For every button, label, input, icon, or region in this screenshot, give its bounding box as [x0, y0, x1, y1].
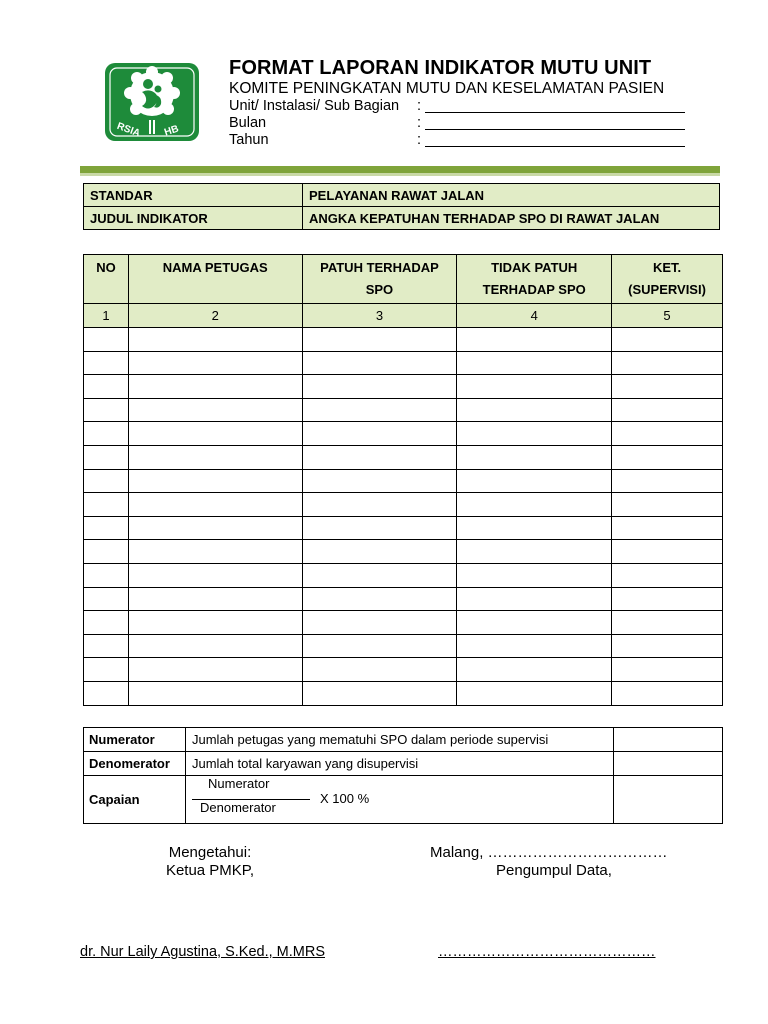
table-row [84, 587, 723, 611]
table-row [84, 493, 723, 517]
table-cell[interactable] [84, 493, 129, 517]
numerator-text: Jumlah petugas yang mematuhi SPO dalam periode supervisi [186, 728, 614, 752]
table-cell[interactable] [84, 516, 129, 540]
signature-left-line1: Mengetahui: [168, 844, 252, 861]
header-tidak-patuh-line2: TERHADAP SPO [482, 282, 586, 297]
table-cell[interactable] [128, 469, 302, 493]
table-cell[interactable] [302, 658, 457, 682]
table-cell[interactable] [612, 587, 723, 611]
table-cell[interactable] [457, 469, 612, 493]
table-cell[interactable] [302, 398, 457, 422]
header-ket-line2: (SUPERVISI) [628, 282, 706, 297]
column-number: 2 [128, 304, 302, 328]
standard-value: PELAYANAN RAWAT JALAN [303, 184, 720, 207]
indicator-title-label: JUDUL INDIKATOR [84, 207, 303, 230]
table-cell[interactable] [84, 563, 129, 587]
header-divider-shadow [80, 173, 720, 176]
field-bulan [229, 115, 729, 132]
signature-right-name: ……………………………………… [438, 944, 656, 960]
table-cell[interactable] [302, 328, 457, 352]
table-cell[interactable] [612, 375, 723, 399]
column-number: 4 [457, 304, 612, 328]
signature-right-block [430, 844, 690, 880]
table-cell[interactable] [612, 445, 723, 469]
table-cell[interactable] [128, 540, 302, 564]
table-cell[interactable] [457, 587, 612, 611]
table-cell[interactable] [302, 422, 457, 446]
table-cell[interactable] [457, 351, 612, 375]
table-row [84, 469, 723, 493]
field-colon: : [417, 132, 422, 148]
table-cell[interactable] [84, 375, 129, 399]
table-cell[interactable] [457, 611, 612, 635]
table-row [84, 422, 723, 446]
table-cell[interactable] [84, 422, 129, 446]
field-unit-label: Unit/ Instalasi/ Sub Bagian [229, 98, 400, 114]
table-cell[interactable] [612, 634, 723, 658]
capaian-value-cell[interactable] [614, 776, 723, 824]
header-ket-line1: KET. [652, 260, 682, 275]
table-cell[interactable] [612, 516, 723, 540]
table-cell[interactable] [84, 328, 129, 352]
header-patuh-line2: SPO [365, 282, 394, 297]
table-cell[interactable] [302, 351, 457, 375]
column-number: 1 [84, 304, 129, 328]
field-unit [229, 98, 729, 115]
table-cell[interactable] [128, 658, 302, 682]
table-cell[interactable] [457, 375, 612, 399]
table-cell[interactable] [302, 540, 457, 564]
table-cell[interactable] [302, 587, 457, 611]
table-cell[interactable] [84, 540, 129, 564]
field-bulan-line [425, 129, 685, 130]
compliance-table [83, 254, 723, 706]
table-row [84, 445, 723, 469]
signature-left-block [150, 844, 270, 880]
denominator-text: Jumlah total karyawan yang disupervisi [186, 752, 614, 776]
denominator-label: Denomerator [84, 752, 186, 776]
signature-right-line2: Pengumpul Data, [496, 862, 612, 879]
numerator-value-cell[interactable] [614, 728, 723, 752]
table-cell[interactable] [128, 398, 302, 422]
table-row [84, 634, 723, 658]
hospital-logo [104, 62, 200, 142]
capaian-formula [186, 776, 614, 824]
table-cell[interactable] [128, 611, 302, 635]
table-cell[interactable] [84, 611, 129, 635]
standard-label: STANDAR [84, 184, 303, 207]
field-colon: : [417, 115, 422, 131]
table-row [84, 658, 723, 682]
table-cell[interactable] [612, 328, 723, 352]
fraction-denominator: Denomerator [200, 800, 276, 815]
document-header [229, 56, 729, 149]
table-cell[interactable] [457, 681, 612, 705]
header-tidak-patuh [457, 255, 612, 304]
indicator-title-value: ANGKA KEPATUHAN TERHADAP SPO DI RAWAT JALAN [303, 207, 720, 230]
table-cell[interactable] [302, 493, 457, 517]
table-cell[interactable] [302, 445, 457, 469]
table-cell[interactable] [612, 540, 723, 564]
denominator-value-cell[interactable] [614, 752, 723, 776]
table-cell[interactable] [84, 658, 129, 682]
fraction-formula [192, 776, 613, 823]
table-cell[interactable] [457, 540, 612, 564]
table-cell[interactable] [302, 611, 457, 635]
table-header-row [84, 255, 723, 304]
table-cell[interactable] [612, 422, 723, 446]
fraction-numerator: Numerator [208, 776, 270, 791]
table-cell[interactable] [84, 634, 129, 658]
table-cell[interactable] [302, 375, 457, 399]
indicator-info-table [83, 183, 720, 230]
field-tahun-line [425, 146, 685, 147]
table-cell[interactable] [457, 516, 612, 540]
logo-text-right: HB [163, 123, 181, 139]
table-row [84, 375, 723, 399]
table-cell[interactable] [457, 422, 612, 446]
table-row [84, 540, 723, 564]
field-tahun-label: Tahun [229, 132, 269, 148]
field-bulan-label: Bulan [229, 115, 267, 131]
table-row [84, 611, 723, 635]
table-cell[interactable] [128, 328, 302, 352]
table-cell[interactable] [457, 493, 612, 517]
table-cell[interactable] [612, 681, 723, 705]
logo-text-left: RSIA [115, 120, 142, 140]
signature-left-name: dr. Nur Laily Agustina, S.Ked., M.MRS [80, 944, 325, 960]
table-cell[interactable] [457, 658, 612, 682]
header-ket [612, 255, 723, 304]
signature-right-line1: Malang, ……………………………… [430, 844, 668, 861]
header-patuh [302, 255, 457, 304]
field-colon: : [417, 98, 422, 114]
table-cell[interactable] [457, 634, 612, 658]
document-subtitle: KOMITE PENINGKATAN MUTU DAN KESELAMATAN PASIEN [229, 80, 665, 97]
header-tidak-patuh-line1: TIDAK PATUH [491, 260, 578, 275]
table-cell[interactable] [84, 469, 129, 493]
table-cell[interactable] [612, 658, 723, 682]
table-cell[interactable] [128, 493, 302, 517]
table-cell[interactable] [128, 634, 302, 658]
table-cell[interactable] [302, 563, 457, 587]
table-cell[interactable] [84, 681, 129, 705]
calculation-table [83, 727, 723, 824]
table-row [84, 776, 723, 824]
table-cell[interactable] [457, 398, 612, 422]
table-row [84, 398, 723, 422]
header-no-text: NO [96, 260, 116, 275]
column-number: 3 [302, 304, 457, 328]
table-cell[interactable] [302, 634, 457, 658]
field-unit-line [425, 112, 685, 113]
table-cell[interactable] [128, 351, 302, 375]
capaian-label: Capaian [84, 776, 186, 824]
table-row [84, 351, 723, 375]
table-row [84, 681, 723, 705]
table-row [84, 563, 723, 587]
table-cell[interactable] [612, 493, 723, 517]
table-row [84, 516, 723, 540]
column-number: 5 [612, 304, 723, 328]
table-row [84, 207, 720, 230]
table-cell[interactable] [612, 611, 723, 635]
table-row [84, 752, 723, 776]
table-row [84, 728, 723, 752]
fraction-multiplier: X 100 % [320, 791, 370, 806]
table-cell[interactable] [302, 516, 457, 540]
table-cell[interactable] [612, 351, 723, 375]
signature-left-line2: Ketua PMKP, [165, 862, 255, 879]
table-cell[interactable] [128, 587, 302, 611]
table-cell[interactable] [84, 587, 129, 611]
table-cell[interactable] [457, 445, 612, 469]
table-cell[interactable] [128, 422, 302, 446]
field-tahun [229, 132, 729, 149]
table-cell[interactable] [457, 563, 612, 587]
table-cell[interactable] [84, 351, 129, 375]
header-nama-petugas [128, 255, 302, 304]
table-cell[interactable] [302, 469, 457, 493]
table-cell[interactable] [84, 445, 129, 469]
header-patuh-line1: PATUH TERHADAP [320, 260, 439, 275]
table-cell[interactable] [457, 328, 612, 352]
table-cell[interactable] [612, 398, 723, 422]
table-cell[interactable] [612, 563, 723, 587]
table-cell[interactable] [128, 516, 302, 540]
header-divider-band [80, 166, 720, 173]
table-cell[interactable] [302, 681, 457, 705]
table-cell[interactable] [128, 375, 302, 399]
table-cell[interactable] [128, 681, 302, 705]
numerator-label: Numerator [84, 728, 186, 752]
document-title: FORMAT LAPORAN INDIKATOR MUTU UNIT [229, 57, 652, 79]
table-row [84, 328, 723, 352]
table-row [84, 184, 720, 207]
table-cell[interactable] [84, 398, 129, 422]
header-no [84, 255, 129, 304]
table-cell[interactable] [128, 445, 302, 469]
table-cell[interactable] [128, 563, 302, 587]
column-number-row [84, 304, 723, 328]
table-cell[interactable] [612, 469, 723, 493]
header-nama-text: NAMA PETUGAS [162, 260, 268, 275]
